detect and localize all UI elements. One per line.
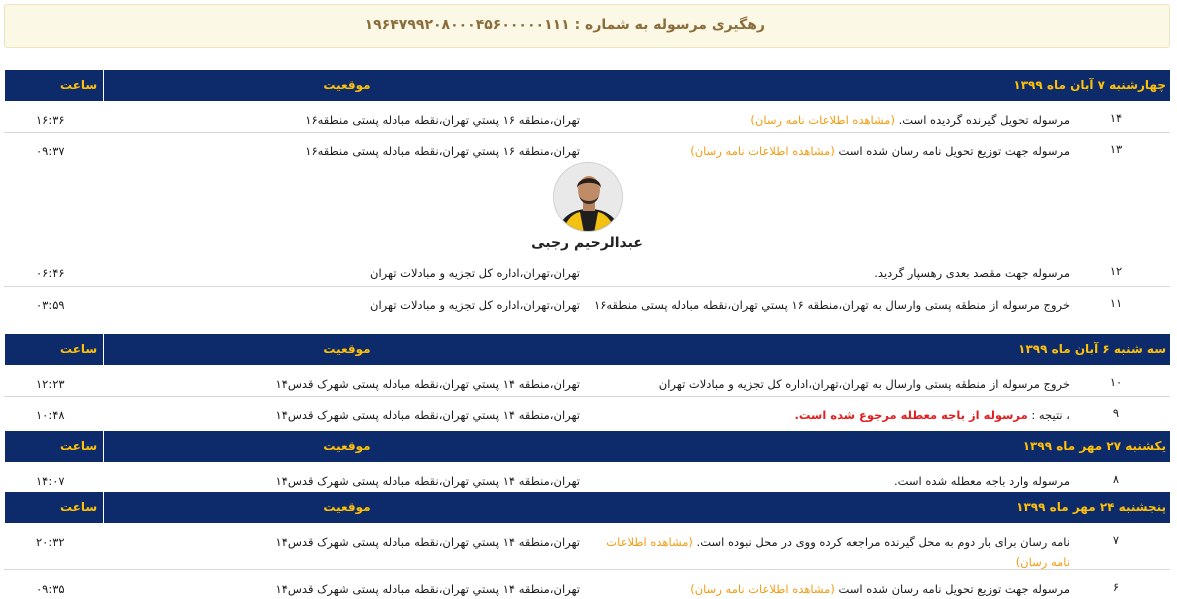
group-date: یکشنبه ۲۷ مهر ماه ۱۳۹۹ xyxy=(1022,439,1166,453)
table-row xyxy=(4,523,1170,570)
event-time: ۱۰:۴۸ xyxy=(36,408,65,422)
carrier-info-link[interactable]: (مشاهده اطلاعات نامه رسان) xyxy=(606,535,1070,569)
event-number: ۱۱ xyxy=(1109,296,1123,310)
event-description: مرسوله تحویل گیرنده گردیده است. (مشاهده اطلاعات نامه رسان) xyxy=(750,113,1070,127)
group-date: سه شنبه ۶ آبان ماه ۱۳۹۹ xyxy=(1018,342,1166,356)
date-group-header xyxy=(4,492,1170,523)
event-location: تهران،منطقه ۱۴ پستي تهران،نقطه مبادله پستی شهرک قدس۱۴ xyxy=(275,582,580,596)
tracking-label: رهگیری مرسوله به شماره : xyxy=(574,17,765,33)
date-group-header xyxy=(4,431,1170,462)
event-description: خروج مرسوله از منطقه پستی وارسال به تهران،تهران،اداره کل تجزیه و مبادلات تهران xyxy=(658,377,1070,391)
event-result: مرسوله از باجه معطله مرجوع شده است. xyxy=(794,408,1028,422)
tracking-banner xyxy=(4,4,1170,48)
carrier-avatar xyxy=(553,162,623,232)
event-location: تهران،تهران،اداره کل تجزیه و مبادلات تهران xyxy=(370,298,580,312)
group-date: چهارشنبه ۷ آبان ماه ۱۳۹۹ xyxy=(1013,78,1166,92)
event-time: ۲۰:۳۲ xyxy=(36,535,65,549)
carrier-name: عبدالرحیم رجبی xyxy=(531,235,643,251)
event-description: خروج مرسوله از منطقه پستی وارسال به تهران،منطقه ۱۶ پستي تهران،نقطه مبادله پستی منطقه۱۶ xyxy=(594,298,1070,312)
event-number: ۹ xyxy=(1112,406,1120,420)
event-time: ۱۶:۳۶ xyxy=(36,113,65,127)
tracking-number: ۱۹۶۴۷۹۹۲۰۸۰۰۰۴۵۶۰۰۰۰۰۱۱۱ xyxy=(364,17,570,33)
event-description: مرسوله جهت توزیع تحویل نامه رسان شده است (مشاهده اطلاعات نامه رسان) xyxy=(690,144,1070,158)
event-number: ۸ xyxy=(1112,472,1120,486)
event-location: تهران،منطقه ۱۴ پستي تهران،نقطه مبادله پستی شهرک قدس۱۴ xyxy=(275,535,580,549)
table-row xyxy=(4,570,1170,596)
event-location: تهران،منطقه ۱۴ پستي تهران،نقطه مبادله پستی شهرک قدس۱۴ xyxy=(275,408,580,422)
date-group-header xyxy=(4,70,1170,101)
event-time: ۱۴:۰۷ xyxy=(36,474,65,488)
event-description: ، نتیجه : مرسوله از باجه معطله مرجوع شده است. xyxy=(794,408,1070,422)
time-column-header: ساعت xyxy=(4,70,103,101)
event-location: تهران،منطقه ۱۶ پستي تهران،نقطه مبادله پستی منطقه۱۶ xyxy=(305,113,580,127)
time-column-header: ساعت xyxy=(4,431,103,462)
date-group-header xyxy=(4,334,1170,365)
event-time: ۱۲:۲۳ xyxy=(36,377,65,391)
event-number: ۱۰ xyxy=(1109,375,1123,389)
carrier-info-link[interactable]: (مشاهده اطلاعات نامه رسان) xyxy=(690,144,835,158)
carrier-info-link[interactable]: (مشاهده اطلاعات نامه رسان) xyxy=(750,113,895,127)
event-time: ۰۶:۴۶ xyxy=(36,266,65,280)
table-row xyxy=(4,101,1170,133)
event-number: ۱۴ xyxy=(1109,111,1123,125)
table-row xyxy=(4,254,1170,287)
event-location: تهران،منطقه ۱۴ پستي تهران،نقطه مبادله پستی شهرک قدس۱۴ xyxy=(275,377,580,391)
time-column-header: ساعت xyxy=(4,334,103,365)
location-column-header: موقعیت xyxy=(103,431,590,462)
table-row xyxy=(4,365,1170,397)
event-time: ۰۳:۵۹ xyxy=(36,298,65,312)
time-column-header: ساعت xyxy=(4,492,103,523)
table-row xyxy=(4,132,1170,163)
carrier-info-link[interactable]: (مشاهده اطلاعات نامه رسان) xyxy=(690,582,835,596)
person-photo-icon xyxy=(554,163,623,232)
event-number: ۶ xyxy=(1112,580,1120,594)
table-row xyxy=(4,286,1170,332)
event-number: ۷ xyxy=(1112,533,1120,547)
location-column-header: موقعیت xyxy=(103,492,590,523)
event-number: ۱۳ xyxy=(1109,142,1123,156)
event-description: مرسوله جهت مقصد بعدی رهسپار گردید. xyxy=(874,266,1070,280)
location-column-header: موقعیت xyxy=(103,70,590,101)
table-row xyxy=(4,462,1170,490)
event-number: ۱۲ xyxy=(1109,264,1123,278)
event-location: تهران،منطقه ۱۶ پستي تهران،نقطه مبادله پستی منطقه۱۶ xyxy=(305,144,580,158)
event-description: مرسوله وارد باجه معطله شده است. xyxy=(893,474,1070,488)
location-column-header: موقعیت xyxy=(103,334,590,365)
group-date: پنجشنبه ۲۴ مهر ماه ۱۳۹۹ xyxy=(1016,500,1166,514)
event-description: نامه رسان برای بار دوم به محل گیرنده مراجعه کرده ووی در محل نبوده است. (مشاهده اطلاعات نامه رسان) xyxy=(606,535,1070,569)
event-description: مرسوله جهت توزیع تحویل نامه رسان شده است (مشاهده اطلاعات نامه رسان) xyxy=(690,582,1070,596)
table-row xyxy=(4,396,1170,429)
event-location: تهران،منطقه ۱۴ پستي تهران،نقطه مبادله پستی شهرک قدس۱۴ xyxy=(275,474,580,488)
event-time: ۰۹:۳۵ xyxy=(36,582,65,596)
event-time: ۰۹:۳۷ xyxy=(36,144,65,158)
tracking-title xyxy=(365,17,765,33)
event-location: تهران،تهران،اداره کل تجزیه و مبادلات تهران xyxy=(370,266,580,280)
